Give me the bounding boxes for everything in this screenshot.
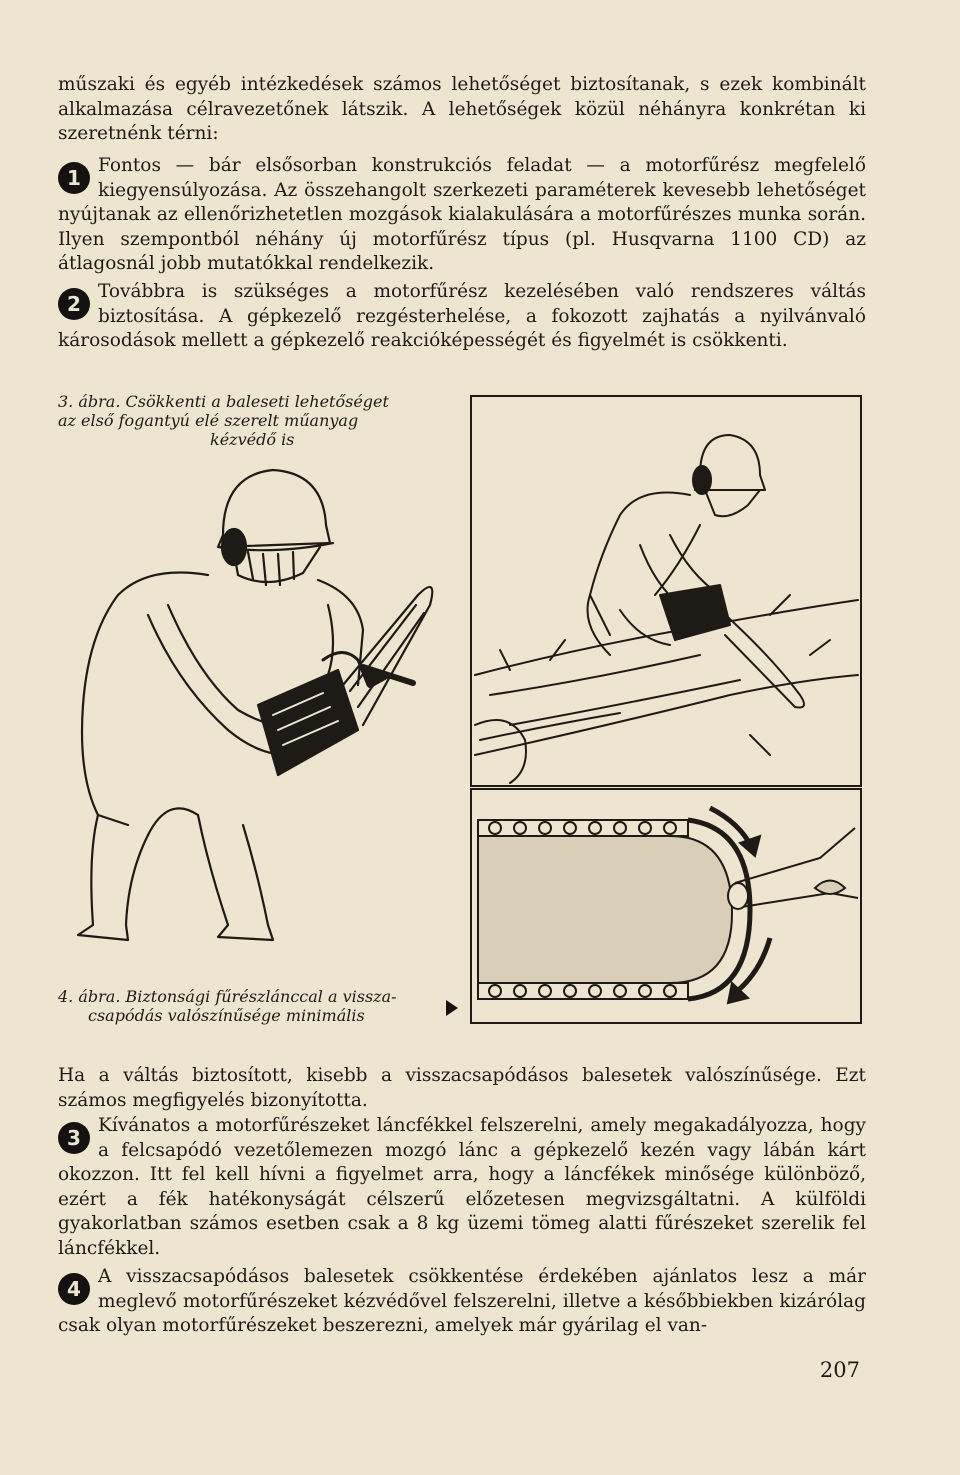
item-1-text: Fontos — bár elsősorban konstrukciós feladat — a motorfűrész megfelelő kiegyensúlyozása. Az összehangolt szerkezeti paraméterek kevesebb lehetőséget nyújtanak az ellenőrizhetetlen mozgások kialakulására a motorfűrészes munka során. Ilyen szempontból néhány új motorfűrész típus (pl. Husqvarna 1100 CD) az átlagosnál jobb mutatókkal rendelkezik. <box>58 155 866 274</box>
item-number-badge: 4 <box>58 1273 90 1305</box>
caption-pointer-icon <box>446 1000 458 1016</box>
item-number-badge: 1 <box>58 162 90 194</box>
figure-3-label: 3. ábra. <box>58 392 121 411</box>
item-2-text: Továbbra is szükséges a motorfűrész kezelésében való rendszeres váltás biztosítása. A gépkezelő rezgésterhelése, a fokozott zajhatás a nyilvánvaló károsodások mellett a gépkezelő reakcióképességét és figyelmét is csökkenti. <box>58 281 866 351</box>
figure-3-caption-line-2: az első fogantyú elé szerelt műanyag <box>58 411 359 430</box>
item-4-paragraph <box>58 1265 866 1339</box>
figure-4-label: 4. ábra. <box>58 987 121 1006</box>
after-figures-paragraph: Ha a váltás biztosított, kisebb a visszacsapódásos balesetek valószínűsége. Ezt számos megfigyelés bizonyította. <box>58 1065 866 1111</box>
page-number: 207 <box>819 1358 860 1382</box>
figure-4-caption-line-2: csapódás valószínűsége minimális <box>88 1006 365 1025</box>
item-3-paragraph <box>58 1114 866 1261</box>
item-3-text: Kívánatos a motorfűrészeket láncfékkel felszerelni, amely megakadályozza, hogy a felcsapódó vezetőlemezen mozgó lánc a gépkezelő kezén vagy lábán kárt okozzon. Itt fel kell hívni a figyelmet arra, hogy a láncfékek minősége különböző, ezért a fék hatékonyságát célszerű előzetesen megvizsgáltatni. A külföldi gyakorlatban számos esetben csak a 8 kg üzemi tömeg alatti fűrészeket szerelik fel láncfékkel. <box>58 1115 866 1259</box>
item-4-text: A visszacsapódásos balesetek csökkentése érdekében ajánlatos lesz a már meglevő motorfűrészeket kézvédővel felszerelni, illetve a későbbiekben kizárólag csak olyan motorfűrészeket beszerezni, amelyek már gyárilag el van- <box>58 1266 866 1336</box>
figure-3-caption-line-1: Csökkenti a baleseti lehetőséget <box>125 392 389 411</box>
figure-4-illustration <box>470 788 862 1024</box>
figure-4-caption <box>58 987 448 1025</box>
item-2-paragraph <box>58 280 866 354</box>
figure-4-caption-line-1: Biztonsági fűrészlánccal a vissza- <box>125 987 397 1006</box>
figure-3-caption <box>58 392 453 449</box>
item-number-badge: 3 <box>58 1122 90 1154</box>
figure-3-right-panel <box>470 395 862 787</box>
figure-3-illustration <box>58 455 458 955</box>
figure-3-caption-line-3: kézvédő is <box>210 430 295 449</box>
item-number-badge: 2 <box>58 288 90 320</box>
intro-paragraph: műszaki és egyéb intézkedések számos lehetőséget biztosítanak, s ezek kombinált alkalmazása célravezetőnek látszik. A lehetőségek közül néhányra konkrétan ki szeretnénk térni: <box>58 74 866 144</box>
item-1-paragraph <box>58 154 866 277</box>
